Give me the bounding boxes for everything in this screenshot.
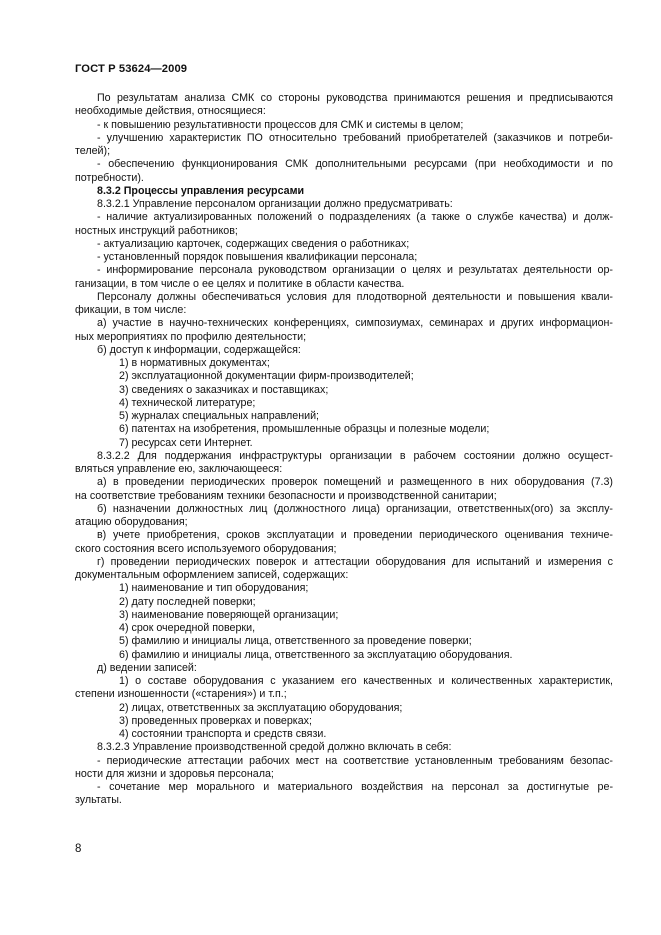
text-line: ных мероприятиях по профилю деятельности; (75, 330, 307, 343)
text-line: 6) патентах на изобретения, промышленные образцы и полезные модели; (119, 423, 490, 436)
text-line: - сочетание мер морального и материального воздействия на персонал за достигнутые ре- (97, 781, 613, 793)
standard-designation: ГОСТ Р 53624—2009 (75, 63, 188, 75)
text-line: 3) наименование поверяющей организации; (119, 608, 339, 621)
text-line: 8.3.2.2 Для поддержания инфраструктуры организации в рабочем состоянии должно осущест- (97, 449, 613, 462)
text-line: б) назначении должностных лиц (должностного лица) организации, ответственных(ого) за эксплу- (97, 502, 613, 515)
text-line: 1) в нормативных документах; (119, 357, 270, 369)
text-line: По результатам анализа СМК со стороны руководства принимаются решения и предписываются (97, 92, 613, 104)
text-line: 8.3.2.3 Управление производственной средой должно включать в себя: (97, 741, 452, 754)
text-line: 6) фамилию и инициалы лица, ответственного за эксплуатацию оборудования. (119, 648, 513, 661)
text-line: - к повышению результативности процессов для СМК и системы в целом; (97, 118, 464, 131)
text-line: - периодические аттестации рабочих мест на соответствие установленным требованиям безопас- (97, 754, 613, 767)
text-line: - актуализацию карточек, содержащих сведения о работниках; (97, 237, 410, 250)
text-line: 2) эксплуатационной документации фирм-производителей; (119, 370, 414, 383)
text-line: в) учете приобретения, сроков эксплуатации и проведении периодического оценивания техниче- (97, 529, 613, 542)
text-line: 2) дату последней поверки; (119, 595, 256, 608)
text-line: - обеспечению функционирования СМК дополнительными ресурсами (при необходимости и по (97, 158, 613, 171)
text-line: г) проведении периодических поверок и аттестации оборудования для испытаний и измерения с (97, 555, 613, 568)
text-line: потребности). (75, 171, 144, 184)
text-line: необходимые действия, относящиеся: (75, 105, 266, 118)
text-line: 5) журналах специальных направлений; (119, 410, 320, 422)
text-line: ности для жизни и здоровья персонала; (75, 767, 274, 780)
text-line: а) участие в научно-технических конференциях, симпозиумах, семинарах и других информацион- (97, 317, 613, 330)
text-line: ского состояния всего используемого оборудования; (75, 542, 337, 555)
text-line: фикации, в том числе: (75, 304, 187, 316)
text-line: вляться управление ею, заключающееся: (75, 463, 283, 475)
text-line: 3) проведенных проверках и поверках; (119, 714, 312, 727)
text-line: 5) фамилию и инициалы лица, ответственного за проведение поверки; (119, 635, 472, 648)
text-line: - установленный порядок повышения квалификации персонала; (97, 251, 418, 263)
section-heading: 8.3.2 Процессы управления ресурсами (97, 184, 305, 197)
text-line: - улучшению характеристик ПО относительно требований приобретателей (заказчиков и потреби- (97, 131, 613, 144)
text-line: на соответствие требованиям техники безопасности и производственной санитарии; (75, 489, 497, 502)
text-line: 7) ресурсах сети Интернет. (119, 436, 253, 449)
text-line: - информирование персонала руководством организации о целях и результатах деятельности ор- (97, 264, 613, 277)
text-line: атацию оборудования; (75, 516, 188, 528)
text-line: 1) о составе оборудования с указанием его качественных и количественных характеристик, (119, 675, 613, 687)
text-line: 4) технической литературе; (119, 396, 256, 409)
text-line: степени изношенности («старения») и т.п.; (75, 688, 287, 701)
text-line: б) доступ к информации, содержащейся: (97, 343, 301, 356)
page-number: 8 (75, 843, 82, 855)
text-line: Персоналу должны обеспечиваться условия для плодотворной деятельности и повышения квали- (97, 290, 613, 303)
text-line: 3) сведениях о заказчиках и поставщиках; (119, 383, 329, 396)
text-line: - наличие актуализированных положений о подразделениях (а также о службе качества) и долж- (97, 211, 613, 224)
text-line: 1) наименование и тип оборудования; (119, 582, 309, 595)
text-line: ностных инструкций работников; (75, 224, 238, 237)
document-body (75, 92, 613, 808)
text-line: ганизации, в том числе о ее целях и политике в области качества. (75, 277, 405, 290)
text-line: а) в проведении периодических проверок помещений и размещенного в них оборудования (7.3) (97, 476, 613, 489)
text-line: 2) лицах, ответственных за эксплуатацию оборудования; (119, 701, 403, 714)
text-line: д) ведении записей: (97, 661, 197, 674)
text-line: 8.3.2.1 Управление персоналом организации должно предусматривать: (97, 198, 453, 210)
text-line: зультаты. (75, 794, 122, 807)
text-line: телей); (75, 145, 111, 157)
text-line: 4) состоянии транспорта и средств связи. (119, 728, 327, 740)
text-line: 4) срок очередной поверки, (119, 622, 256, 634)
text-line: документальным оформлением записей, содержащих: (75, 569, 349, 581)
